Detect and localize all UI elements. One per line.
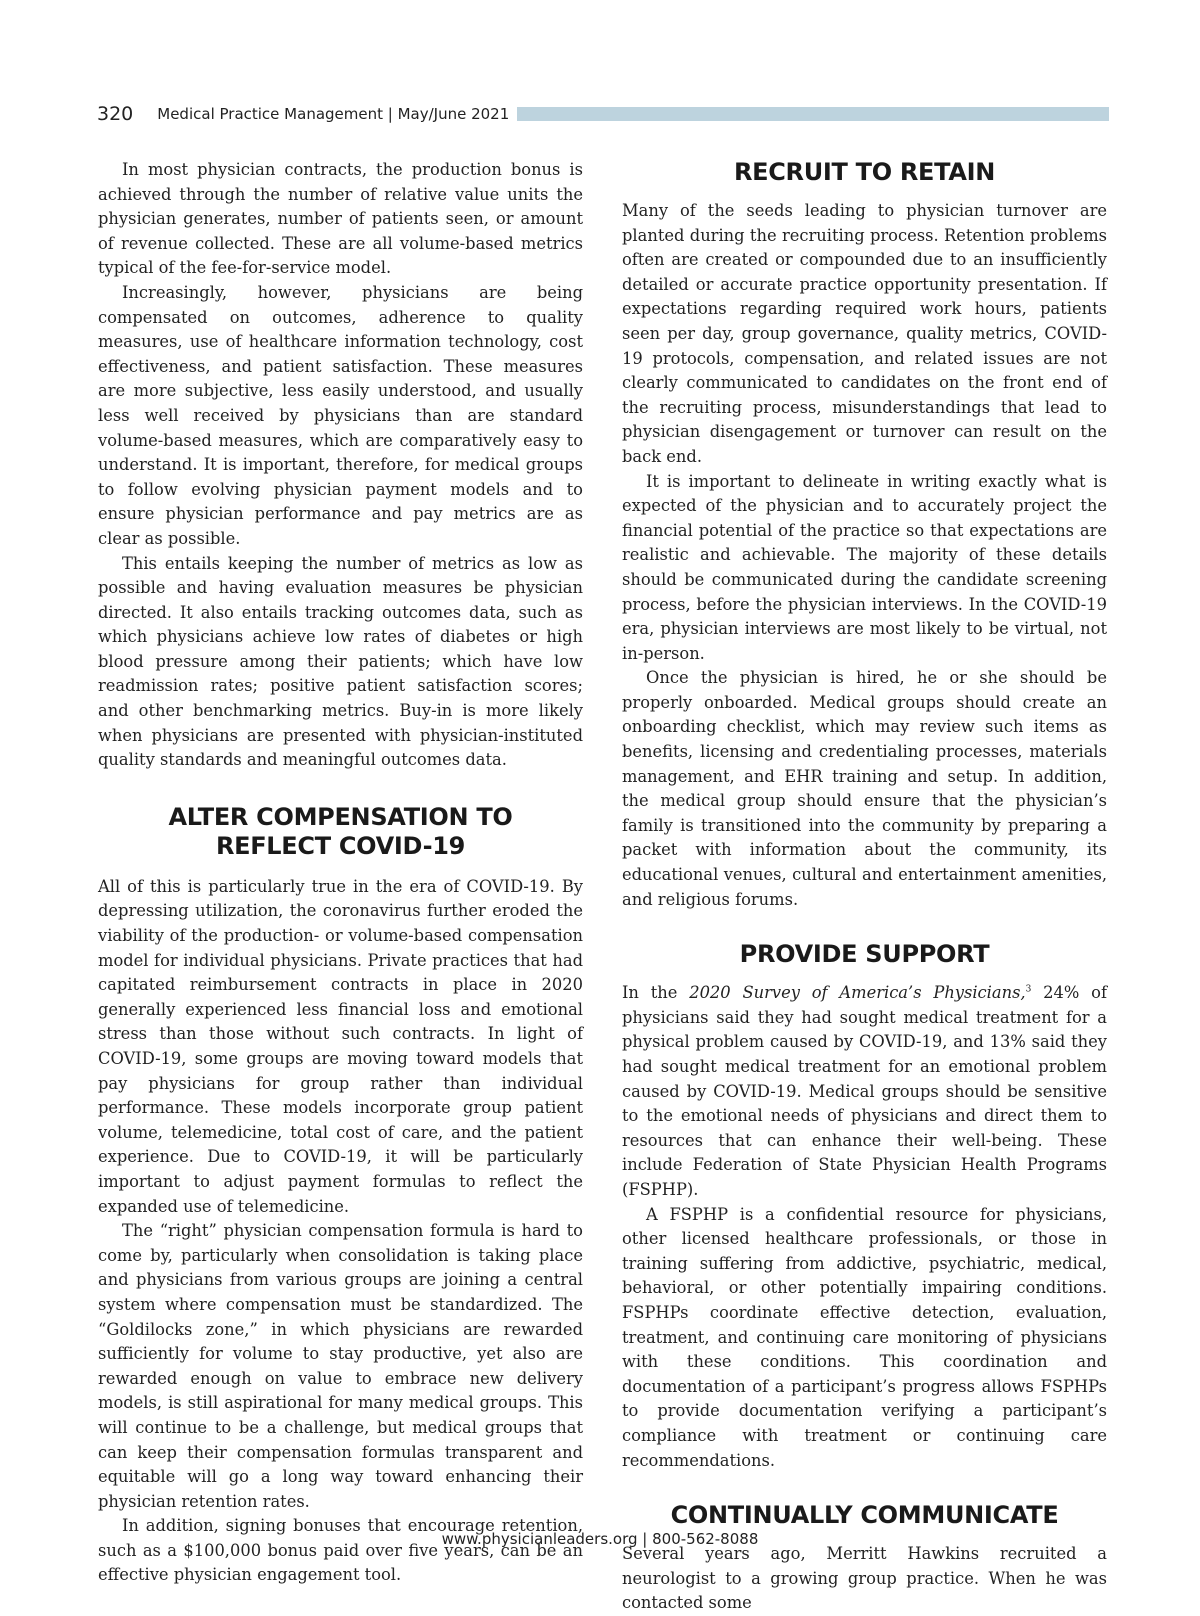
footer-contact: www.physicianleaders.org | 800-562-8088	[441, 1530, 759, 1548]
left-column	[98, 158, 583, 1588]
right-column	[622, 158, 1107, 1616]
paragraph: It is important to delineate in writing exactly what is expected of the physician and to accurately project the financial potential of the practice so that expectations are realistic and achievable. The majority of these details should be communicated during the candidate screening process, before the physician interviews. In the COVID-19 era, physician interviews are most likely to be virtual, not in-person.	[622, 471, 1107, 663]
section-heading-recruit-to-retain: RECRUIT TO RETAIN	[733, 158, 996, 186]
paragraph: Once the physician is hired, he or she should be properly onboarded. Medical groups should create an onboarding checklist, which may review such items as benefits, licensing and credentialing processes, materials management, and EHR training and setup. In addition, the medical group should ensure that the physician’s family is transitioned into the community by preparing a packet with information about the community, its educational venues, cultural and entertainment amenities, and religious forums.	[622, 668, 1107, 909]
section-heading-alter-compensation	[98, 803, 583, 861]
header-rule-bar	[517, 107, 1109, 121]
paragraph: In most physician contracts, the production bonus is achieved through the number of relative value units the physician generates, number of patients seen, or amount of revenue collected. These are all volume-based metrics typical of the fee-for-service model.	[98, 160, 583, 278]
paragraph: In addition, signing bonuses that encourage retention, such as a $100,000 bonus paid over five years, can be an effective physician engagement tool.	[98, 1516, 583, 1585]
page-number: 320	[97, 103, 134, 125]
paragraph: A FSPHP is a confidential resource for physicians, other licensed healthcare professionals, or those in training suffering from addictive, psychiatric, medical, behavioral, or other potentially impairing conditions. FSPHPs coordinate effective detection, evaluation, treatment, and continuing care monitoring of physicians with these conditions. This coordination and documentation of a participant’s progress allows FSPHPs to provide documentation verifying a participant’s compliance with treatment or continuing care recommendations.	[622, 1204, 1107, 1470]
text-run: 24% of physicians said they had sought medical treatment for a physical problem caused by COVID-19, and 13% said they had sought medical treatment for an emotional problem caused by COVID-19. Medical groups should be sensitive to the emotional needs of physicians and direct them to resources that can enhance their well-being. These include Federation of State Physician Health Programs (FSPHP).	[622, 983, 1107, 1199]
text-run: In the	[622, 983, 690, 1003]
paragraph: Many of the seeds leading to physician turnover are planted during the recruiting process. Retention problems often are created or compounded due to an insufficiently detailed or accurate practice opportunity presentation. If expectations regarding required work hours, patients seen per day, group governance, quality metrics, COVID-19 protocols, compensation, and related issues are not clearly communicated to candidates on the front end of the recruiting process, misunderstandings that lead to physician disengagement or turnover can result on the back end.	[622, 201, 1107, 466]
heading-line: ALTER COMPENSATION TO	[168, 802, 513, 831]
paragraph: All of this is particularly true in the era of COVID-19. By depressing utilization, the coronavirus further eroded the viability of the production- or volume-based compensation model for individual physicians. Private practices that had capitated reimbursement contracts in place in 2020 generally experienced less financial loss and emotional stress than those without such contracts. In light of COVID-19, some groups are moving toward models that pay physicians for group rather than individual performance. These models incorporate group patient volume, telemedicine, total cost of care, and the patient experience. Due to COVID-19, it will be particularly important to adjust payment formulas to reflect the expanded use of telemedicine.	[98, 876, 583, 1216]
paragraph: This entails keeping the number of metrics as low as possible and having evaluation measures be physician directed. It also entails tracking outcomes data, such as which physicians achieve low rates of diabetes or high blood pressure among their patients; which have low readmission rates; positive patient satisfaction scores; and other benchmarking metrics. Buy-in is more likely when physicians are presented with physician-instituted quality standards and meaningful outcomes data.	[98, 553, 583, 770]
reference-number: 3	[1025, 984, 1032, 995]
section-heading-provide-support: PROVIDE SUPPORT	[739, 940, 990, 969]
heading-line: REFLECT COVID-19	[215, 831, 466, 860]
paragraph	[622, 981, 1107, 1202]
survey-title: 2020 Survey of America’s Physicians,	[689, 983, 1026, 1003]
paragraph: Increasingly, however, physicians are being compensated on outcomes, adherence to quality measures, use of healthcare information technology, cost effectiveness, and patient satisfaction. These measures are more subjective, less easily understood, and usually less well received by physicians than are standard volume-based measures, which are comparatively easy to understand. It is important, therefore, for medical groups to follow evolving physician payment models and to ensure physician performance and pay metrics are as clear as possible.	[98, 282, 583, 548]
paragraph: The “right” physician compensation formula is hard to come by, particularly when consolidation is taking place and physicians from various groups are joining a central system where compensation must be standardized. The “Goldilocks zone,” in which physicians are rewarded sufficiently for volume to stay productive, yet also are rewarded enough on value to embrace new delivery models, is still aspirational for many medical groups. This will continue to be a challenge, but medical groups that can keep their compensation formulas transparent and equitable will go a long way toward enhancing their physician retention rates.	[98, 1221, 583, 1511]
section-heading-continually-communicate: CONTINUALLY COMMUNICATE	[670, 1501, 1059, 1530]
running-header	[97, 100, 1109, 128]
paragraph: Several years ago, Merritt Hawkins recruited a neurologist to a growing group practice. When he was contacted some	[622, 1544, 1107, 1613]
journal-title: Medical Practice Management | May/June 2021	[157, 105, 510, 123]
